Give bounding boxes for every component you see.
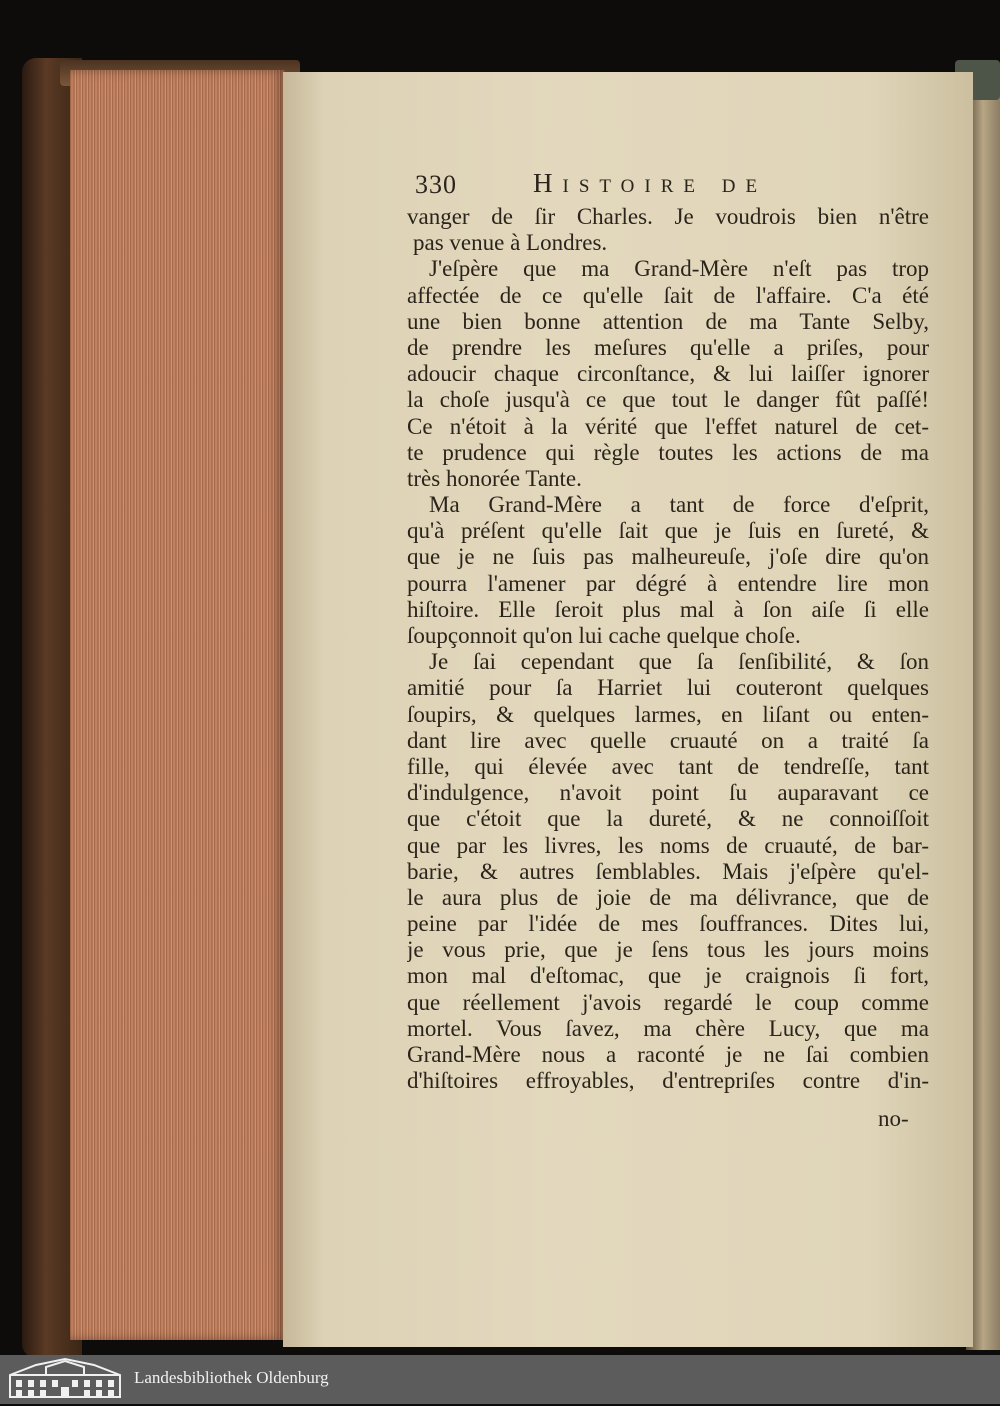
text-line: hiſtoire. Elle ſeroit plus mal à ſon aiſe ſi elle [407,596,929,622]
text-line: je vous prie, que je ſens tous les jours moins [407,937,929,963]
text-line: mon mal d'eſtomac, que je craignois ſi fort, [407,963,929,989]
text-line: amitié pour ſa Harriet lui couteront quelques [407,675,929,701]
text-line: adoucir chaque circonſtance, & lui laiſſer ignorer [407,361,929,387]
text-line: Ma Grand-Mère a tant de force d'eſprit, [429,492,929,518]
text-line: Grand-Mère nous a raconté je ne ſai combien [407,1042,929,1067]
text-line: pas venue à Londres. [413,230,608,256]
text-line: vanger de ſir Charles. Je voudrois bien n'être [407,204,929,229]
page-header [415,170,925,204]
text-line: la choſe jusqu'à ce que tout le danger fût paſſé! [407,387,929,413]
text-line: très honorée Tante. [407,465,582,491]
text-line: peine par l'idée de mes ſouffrances. Dites lui, [407,911,929,937]
text-line: ſoupçonnoit qu'on lui cache quelque choſe. [407,623,801,648]
text-line: dant lire avec quelle cruauté on a traité ſa [407,727,929,753]
text-line: d'indulgence, n'avoit point ſu auparavant ce [407,780,929,806]
library-name: Landesbibliothek Oldenburg [134,1368,329,1387]
text-line: de prendre les meſures qu'elle a priſes, pour [407,334,929,360]
catchword: no- [878,1106,909,1131]
text-line: ſoupirs, & quelques larmes, en liſant ou enten- [407,701,929,727]
page-text [407,204,929,1094]
text-line: d'hiſtoires effroyables, d'entrepriſes contre d'in- [407,1068,929,1094]
text-line: que réellement j'avois regardé le coup comme [407,989,929,1015]
text-line: qu'à préſent qu'elle ſait que je ſuis en ſureté, & [407,518,929,544]
text-line: pourra l'amener par dégré à entendre lire mon [407,570,929,596]
running-head: Histoire de [533,168,768,198]
text-line: fille, qui élevée avec tant de tendreſſe, tant [407,753,929,779]
text-line: te prudence qui règle toutes les actions de ma [407,439,929,465]
text-line: que je ne ſuis pas malheureuſe, j'oſe dire qu'on [407,544,929,570]
text-line: une bien bonne attention de ma Tante Selby, [407,308,929,334]
text-line: mortel. Vous ſavez, ma chère Lucy, que ma [407,1015,929,1041]
text-line: Ce n'étoit à la vérité que l'effet naturel de cet- [407,413,929,439]
text-line: affectée de ce qu'elle ſait de l'affaire. C'a été [407,282,929,308]
page-edges [70,70,285,1340]
text-line: que par les livres, les noms de cruauté, de bar- [407,832,929,858]
library-building-icon [6,1357,124,1406]
footer-bar [0,1355,1000,1404]
page-number: 330 [415,170,457,199]
text-line: barie, & autres ſemblables. Mais j'eſpère qu'el- [407,858,929,884]
text-line: le aura plus de joie de ma délivrance, que de [407,884,929,910]
text-line: que c'étoit que la dureté, & ne connoiſſoit [407,806,929,832]
text-line: J'eſpère que ma Grand-Mère n'eſt pas trop [429,256,929,282]
text-line: Je ſai cependant que ſa ſenſibilité, & ſon [429,649,929,675]
